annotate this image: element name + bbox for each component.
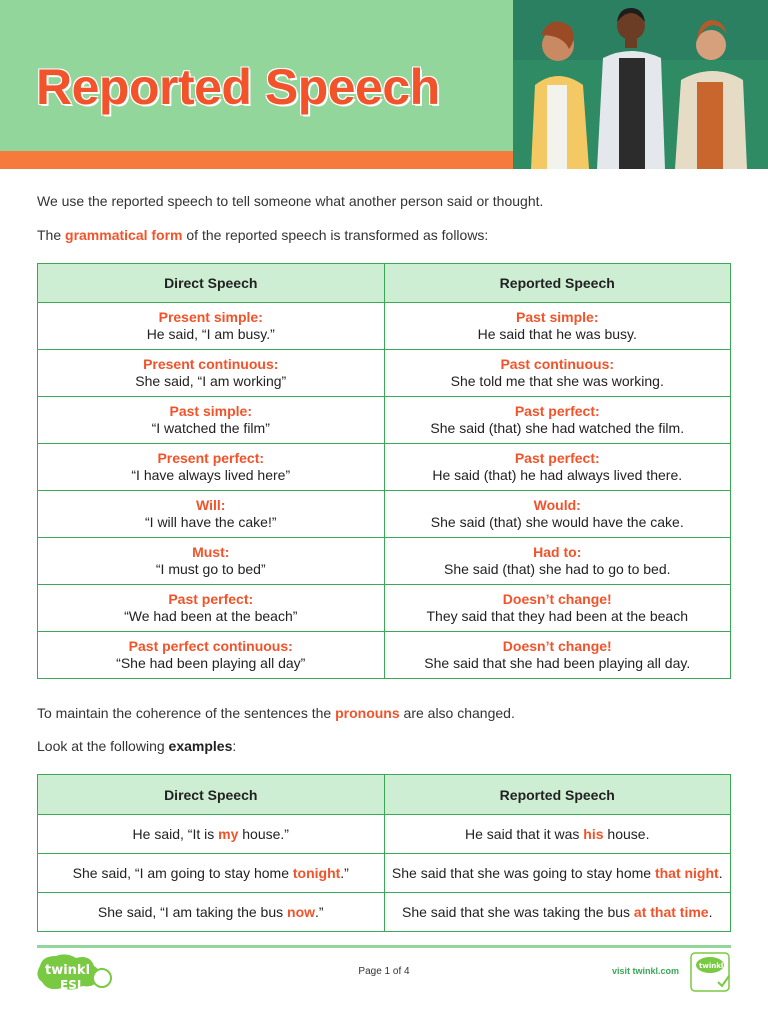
examples-table — [37, 774, 731, 932]
reported-cell — [384, 632, 731, 679]
example-text: He said that he was busy. — [477, 326, 637, 342]
example-text: She said (that) she had to go to bed. — [444, 561, 671, 577]
example-text: “I will have the cake!” — [145, 514, 277, 530]
example-text: She said that she had been playing all day. — [424, 655, 691, 671]
header-photo — [513, 0, 768, 169]
example-text: She told me that she was working. — [450, 373, 664, 389]
tense-label: Doesn’t change! — [502, 591, 612, 607]
intro-highlight: grammatical form — [65, 227, 183, 243]
example-text: “We had been at the beach” — [124, 608, 298, 624]
tense-label: Past perfect: — [514, 403, 600, 419]
direct-cell — [38, 444, 385, 491]
header-reported-speech: Reported Speech — [384, 264, 731, 303]
header-direct-speech: Direct Speech — [38, 264, 385, 303]
example-text: “She had been playing all day” — [116, 655, 306, 671]
visit-link[interactable]: visit twinkl.com — [612, 966, 680, 976]
reported-cell — [384, 444, 731, 491]
pronouns-line-post: are also changed. — [399, 705, 515, 721]
logo-text-esl: ESL — [60, 978, 85, 992]
highlight-word: my — [218, 826, 239, 842]
tense-table — [37, 263, 731, 679]
header-stripe — [0, 151, 513, 169]
table-row — [38, 444, 731, 491]
intro-line-1: We use the reported speech to tell someone what another person said or thought. — [37, 193, 544, 209]
example-text: She said, “I am working” — [135, 373, 287, 389]
text-segment: He said, “It is — [132, 826, 219, 842]
table-row — [38, 350, 731, 397]
header-direct-speech: Direct Speech — [38, 775, 385, 815]
table-row — [38, 491, 731, 538]
text-segment: house. — [603, 826, 650, 842]
tense-label: Past perfect continuous: — [128, 638, 293, 654]
direct-cell — [38, 350, 385, 397]
text-segment: .” — [315, 904, 324, 920]
reported-cell — [384, 815, 731, 854]
tense-label: Will: — [196, 497, 226, 513]
example-text: “I have always lived here” — [131, 467, 291, 483]
header-reported-speech: Reported Speech — [384, 775, 731, 815]
table-row — [38, 815, 731, 854]
examples-line-post: : — [232, 738, 237, 754]
table-row — [38, 538, 731, 585]
examples-table-header — [38, 775, 731, 815]
reported-cell — [384, 303, 731, 350]
tense-label: Present perfect: — [157, 450, 265, 466]
text-segment: . — [718, 865, 723, 881]
reported-cell — [384, 397, 731, 444]
pronouns-line — [37, 705, 515, 721]
highlight-word: that night — [654, 865, 719, 881]
direct-cell — [38, 854, 385, 893]
tense-label: Past perfect: — [514, 450, 600, 466]
direct-cell — [38, 538, 385, 585]
reported-cell — [384, 350, 731, 397]
tense-label: Past simple: — [169, 403, 252, 419]
example-text: “I must go to bed” — [155, 561, 266, 577]
page-title: Reported Speech — [36, 59, 440, 115]
reported-cell — [384, 538, 731, 585]
examples-line-pre: Look at the following — [37, 738, 169, 754]
text-segment: .” — [340, 865, 349, 881]
example-text: He said, “I am busy.” — [146, 326, 275, 342]
logo-text-twinkl: twinkl — [45, 963, 91, 978]
direct-cell — [38, 585, 385, 632]
tense-label: Must: — [192, 544, 230, 560]
tense-label: Present simple: — [158, 309, 263, 325]
text-segment: She said, “I am taking the bus — [97, 904, 288, 920]
tense-table-header — [38, 264, 731, 303]
example-text: “I watched the film” — [151, 420, 270, 436]
examples-line — [37, 738, 236, 754]
footer-divider — [37, 945, 731, 948]
direct-cell — [38, 893, 385, 932]
badge-text: twinkl — [699, 962, 724, 970]
example-text: She said (that) she would have the cake. — [430, 514, 684, 530]
example-text: He said (that) he had always lived there. — [432, 467, 683, 483]
tense-label: Present continuous: — [143, 356, 279, 372]
intro-line-2-pre: The — [37, 227, 66, 243]
pronouns-line-pre: To maintain the coherence of the sentences the — [37, 705, 336, 721]
example-text: They said that they had been at the beach — [426, 608, 689, 624]
table-row — [38, 632, 731, 679]
highlight-word: at that time — [633, 904, 709, 920]
reported-cell — [384, 893, 731, 932]
tense-label: Would: — [533, 497, 581, 513]
page-number: Page 1 of 4 — [358, 966, 410, 977]
reported-cell — [384, 585, 731, 632]
pronouns-highlight: pronouns — [335, 705, 400, 721]
table-row — [38, 303, 731, 350]
tense-label: Past simple: — [516, 309, 599, 325]
direct-cell — [38, 397, 385, 444]
table-row — [38, 854, 731, 893]
intro-line-2 — [37, 227, 488, 243]
text-segment: He said that it was — [465, 826, 584, 842]
table-row — [38, 893, 731, 932]
text-segment: She said that she was taking the bus — [401, 904, 634, 920]
table-row — [38, 397, 731, 444]
text-segment: She said, “I am going to stay home — [72, 865, 293, 881]
examples-bold: examples — [168, 738, 233, 754]
table-row — [38, 585, 731, 632]
reported-cell — [384, 854, 731, 893]
tense-label: Past continuous: — [500, 356, 615, 372]
highlight-word: tonight — [292, 865, 341, 881]
intro-line-2-post: of the reported speech is transformed as follows: — [182, 227, 489, 243]
tense-label: Past perfect: — [168, 591, 254, 607]
tense-label: Had to: — [533, 544, 582, 560]
direct-cell — [38, 303, 385, 350]
highlight-word: his — [583, 826, 604, 842]
text-segment: . — [708, 904, 713, 920]
direct-cell — [38, 491, 385, 538]
quality-badge-icon — [690, 952, 732, 992]
tense-label: Doesn’t change! — [502, 638, 612, 654]
highlight-word: now — [287, 904, 316, 920]
reported-cell — [384, 491, 731, 538]
example-text: She said (that) she had watched the film. — [430, 420, 685, 436]
text-segment: She said that she was going to stay home — [391, 865, 655, 881]
direct-cell — [38, 632, 385, 679]
direct-cell — [38, 815, 385, 854]
text-segment: house.” — [238, 826, 289, 842]
